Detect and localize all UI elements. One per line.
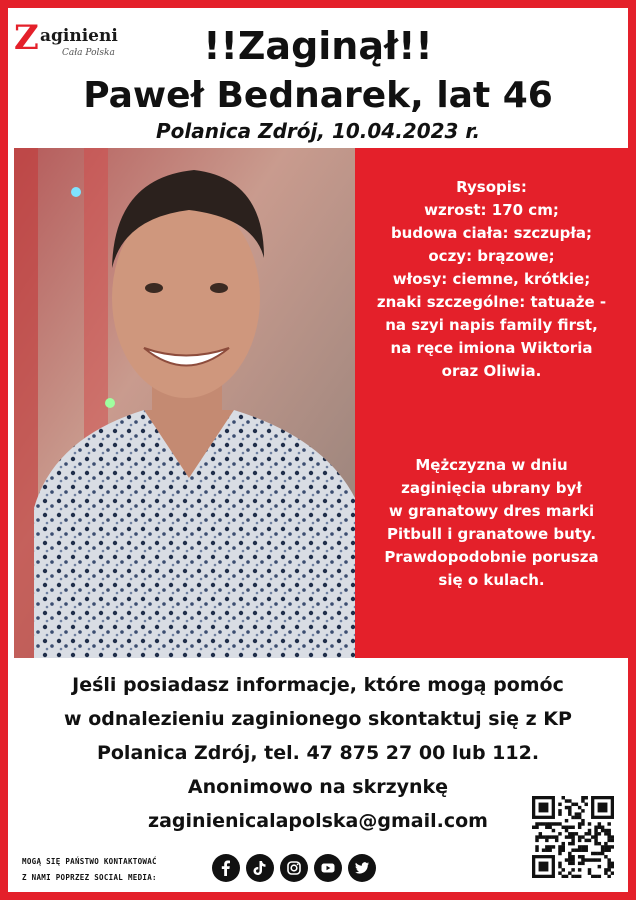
youtube-icon[interactable] — [314, 854, 342, 882]
qr-code-graphic — [532, 796, 614, 878]
logo-name: aginieni — [40, 26, 118, 46]
clothing-line: w granatowy dres marki — [388, 502, 595, 520]
footer-line: Z NAMI POPRZEZ SOCIAL MEDIA: — [22, 873, 157, 882]
facebook-icon[interactable] — [212, 854, 240, 882]
contact-line: Jeśli posiadasz informacje, które mogą pomóc — [72, 674, 564, 696]
physical-description — [355, 176, 628, 383]
qr-code[interactable] — [532, 796, 614, 878]
place-date: Polanica Zdrój, 10.04.2023 r. — [155, 119, 481, 143]
description-line: Rysopis: — [456, 178, 527, 196]
clothing-line: Mężczyzna w dniu — [415, 456, 568, 474]
logo-subtitle: Cała Polska — [62, 48, 115, 58]
description-line: znaki szczególne: tatuaże - — [376, 293, 607, 311]
clothing-line: Pitbull i granatowe buty. — [386, 525, 597, 543]
person-photo — [14, 148, 355, 658]
description-line: na ręce imiona Wiktoria — [390, 339, 593, 357]
person-name-age: Paweł Bednarek, lat 46 — [83, 75, 553, 116]
description-line: budowa ciała: szczupła; — [390, 224, 593, 242]
contact-line: Anonimowo na skrzynkę — [187, 776, 449, 798]
description-line: oczy: brązowe; — [428, 247, 555, 265]
clothing-line: się o kulach. — [438, 571, 545, 589]
instagram-icon[interactable] — [280, 854, 308, 882]
description-line: włosy: ciemne, krótkie; — [392, 270, 591, 288]
clothing-line: Prawdopodobnie porusza — [384, 548, 599, 566]
clothing-description — [355, 454, 628, 592]
contact-email[interactable]: zaginienicalapolska@gmail.com — [148, 810, 488, 832]
contact-line: Polanica Zdrój, tel. 47 875 27 00 lub 112. — [96, 742, 540, 764]
description-line: na szyi napis family first, — [385, 316, 598, 334]
missing-person-poster — [8, 8, 628, 892]
description-panel — [355, 148, 628, 658]
tiktok-icon[interactable] — [246, 854, 274, 882]
description-line: wzrost: 170 cm; — [424, 201, 559, 219]
person-photo-illustration — [14, 148, 355, 658]
description-line: oraz Oliwia. — [441, 362, 542, 380]
social-icons — [212, 854, 376, 886]
headline: !!Zaginął!! — [203, 24, 433, 68]
contact-line: w odnalezieniu zaginionego skontaktuj się z KP — [64, 708, 572, 730]
logo-mark: Z — [14, 18, 39, 58]
footer-line: MOGĄ SIĘ PAŃSTWO KONTAKTOWAĆ — [22, 857, 157, 866]
social-media-note — [22, 854, 157, 886]
twitter-icon[interactable] — [348, 854, 376, 882]
clothing-line: zaginięcia ubrany był — [401, 479, 582, 497]
